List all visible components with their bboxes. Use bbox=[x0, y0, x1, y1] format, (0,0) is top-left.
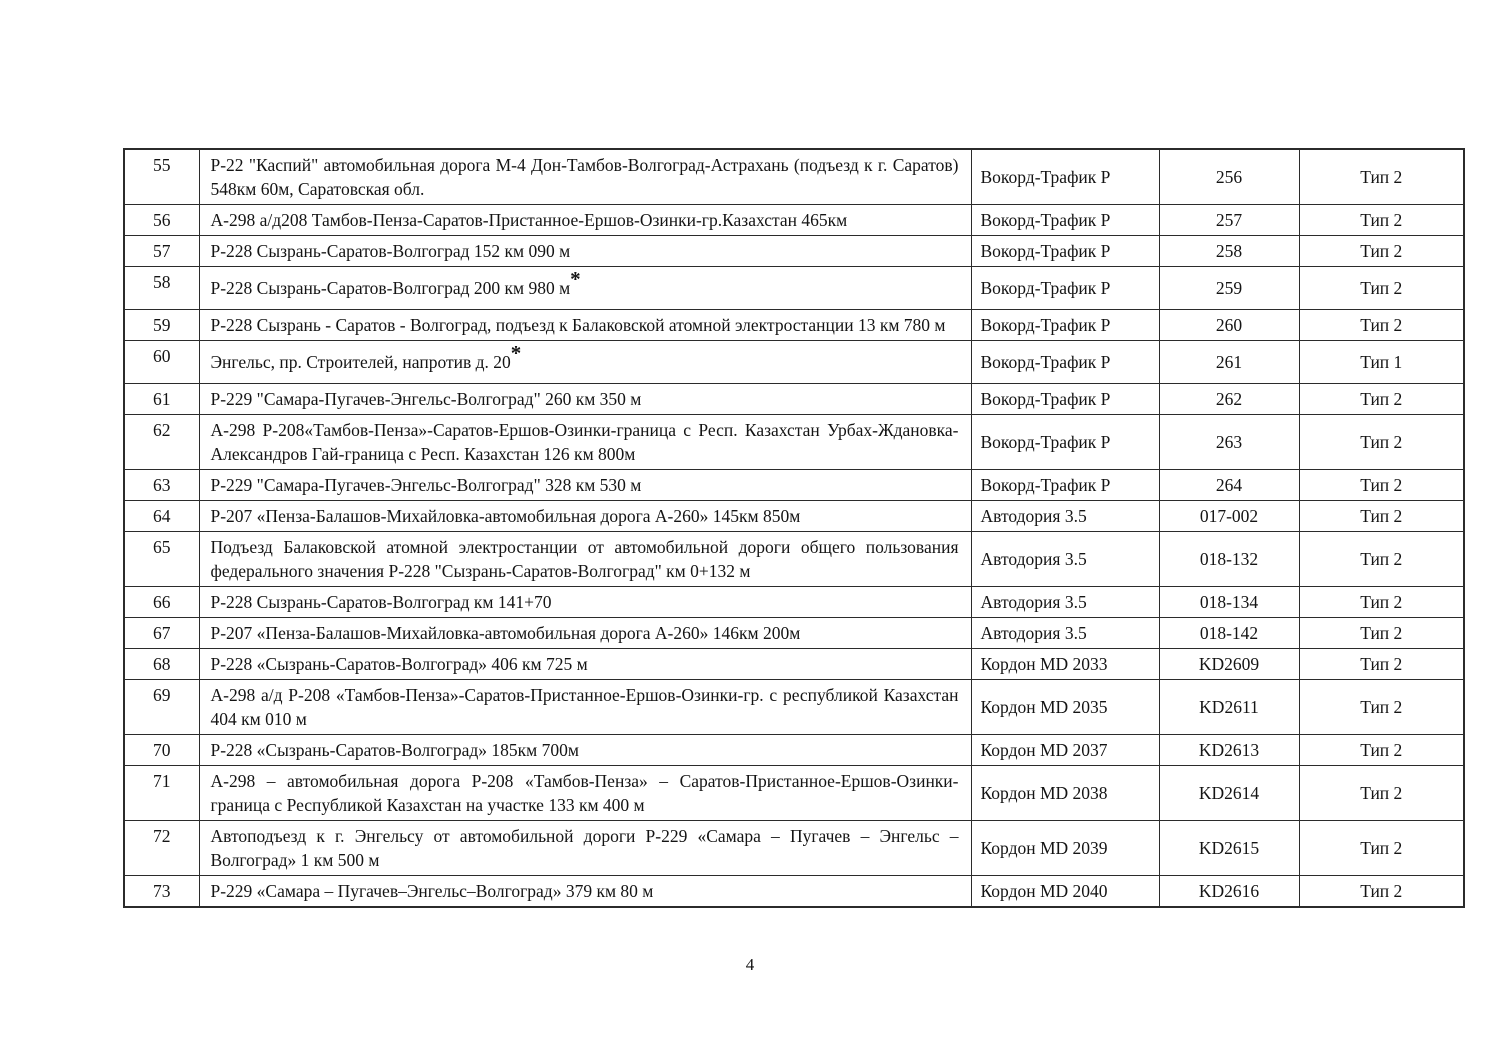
type-cell: Тип 2 bbox=[1299, 384, 1464, 415]
table-row bbox=[124, 205, 1464, 236]
type-cell: Тип 2 bbox=[1299, 649, 1464, 680]
code-cell: 261 bbox=[1159, 341, 1299, 384]
device-cell: Вокорд-Трафик Р bbox=[971, 149, 1159, 205]
type-cell: Тип 2 bbox=[1299, 587, 1464, 618]
type-cell: Тип 2 bbox=[1299, 310, 1464, 341]
description-text: Р-229 «Самара – Пугачев–Энгельс–Волгоград» 379 км 80 м bbox=[210, 881, 654, 901]
table-row bbox=[124, 766, 1464, 821]
device-cell: Автодория 3.5 bbox=[971, 532, 1159, 587]
code-cell: 256 bbox=[1159, 149, 1299, 205]
table-row bbox=[124, 236, 1464, 267]
type-cell: Тип 2 bbox=[1299, 415, 1464, 470]
description-cell bbox=[199, 384, 971, 415]
table-row bbox=[124, 384, 1464, 415]
description-cell bbox=[199, 501, 971, 532]
asterisk-marker: * bbox=[570, 267, 581, 291]
page-number: 4 bbox=[745, 955, 755, 974]
description-text: Р-228 «Сызрань-Саратов-Волгоград» 185км 700м bbox=[210, 740, 579, 760]
device-cell: Вокорд-Трафик Р bbox=[971, 267, 1159, 310]
device-cell: Кордон MD 2037 bbox=[971, 735, 1159, 766]
description-cell bbox=[199, 532, 971, 587]
description-text: Энгельс, пр. Строителей, напротив д. 20 bbox=[210, 352, 511, 372]
description-text: Р-228 Сызрань-Саратов-Волгоград 152 км 090 м bbox=[210, 241, 571, 261]
code-cell: 018-132 bbox=[1159, 532, 1299, 587]
row-number-cell: 59 bbox=[124, 310, 199, 341]
device-cell: Кордон MD 2039 bbox=[971, 821, 1159, 876]
row-number-cell: 55 bbox=[124, 149, 199, 205]
code-cell: KD2613 bbox=[1159, 735, 1299, 766]
description-cell bbox=[199, 267, 971, 310]
table-row bbox=[124, 415, 1464, 470]
type-cell: Тип 2 bbox=[1299, 766, 1464, 821]
type-cell: Тип 2 bbox=[1299, 501, 1464, 532]
description-cell bbox=[199, 680, 971, 735]
code-cell: 018-142 bbox=[1159, 618, 1299, 649]
description-text: Автоподъезд к г. Энгельсу от автомобильной дороги Р-229 «Самара – Пугачев – Энгельс – Волгоград» 1 км 500 м bbox=[210, 826, 959, 870]
cameras-table bbox=[123, 148, 1465, 908]
table-row bbox=[124, 680, 1464, 735]
device-cell: Автодория 3.5 bbox=[971, 618, 1159, 649]
type-cell: Тип 1 bbox=[1299, 341, 1464, 384]
description-cell bbox=[199, 149, 971, 205]
table-row bbox=[124, 876, 1464, 908]
type-cell: Тип 2 bbox=[1299, 821, 1464, 876]
code-cell: 018-134 bbox=[1159, 587, 1299, 618]
code-cell: 017-002 bbox=[1159, 501, 1299, 532]
description-text: Р-207 «Пенза-Балашов-Михайловка-автомобильная дорога А-260» 146км 200м bbox=[210, 623, 801, 643]
device-cell: Вокорд-Трафик Р bbox=[971, 384, 1159, 415]
table-row bbox=[124, 470, 1464, 501]
code-cell: 259 bbox=[1159, 267, 1299, 310]
description-cell bbox=[199, 735, 971, 766]
row-number-cell: 57 bbox=[124, 236, 199, 267]
description-text: Р-229 "Самара-Пугачев-Энгельс-Волгоград" 328 км 530 м bbox=[210, 475, 642, 495]
row-number-cell: 72 bbox=[124, 821, 199, 876]
description-cell bbox=[199, 821, 971, 876]
description-cell bbox=[199, 618, 971, 649]
row-number-cell: 61 bbox=[124, 384, 199, 415]
row-number-cell: 60 bbox=[124, 341, 199, 384]
code-cell: 257 bbox=[1159, 205, 1299, 236]
device-cell: Кордон MD 2040 bbox=[971, 876, 1159, 908]
type-cell: Тип 2 bbox=[1299, 618, 1464, 649]
description-cell bbox=[199, 470, 971, 501]
description-text: Р-228 «Сызрань-Саратов-Волгоград» 406 км 725 м bbox=[210, 654, 588, 674]
device-cell: Вокорд-Трафик Р bbox=[971, 470, 1159, 501]
type-cell: Тип 2 bbox=[1299, 470, 1464, 501]
type-cell: Тип 2 bbox=[1299, 735, 1464, 766]
description-cell bbox=[199, 415, 971, 470]
device-cell: Вокорд-Трафик Р bbox=[971, 310, 1159, 341]
description-cell bbox=[199, 205, 971, 236]
description-text: Р-207 «Пенза-Балашов-Михайловка-автомобильная дорога А-260» 145км 850м bbox=[210, 506, 801, 526]
type-cell: Тип 2 bbox=[1299, 876, 1464, 908]
device-cell: Вокорд-Трафик Р bbox=[971, 341, 1159, 384]
description-text: А-298 а/д208 Тамбов-Пенза-Саратов-Пристанное-Ершов-Озинки-гр.Казахстан 465км bbox=[210, 210, 848, 230]
code-cell: 260 bbox=[1159, 310, 1299, 341]
table-row bbox=[124, 149, 1464, 205]
description-text: А-298 – автомобильная дорога Р-208 «Тамбов-Пенза» – Саратов-Пристанное-Ершов-Озинки-граница с Республикой Казахстан на участке 133 км 400 м bbox=[210, 771, 959, 815]
table-row bbox=[124, 587, 1464, 618]
device-cell: Вокорд-Трафик Р bbox=[971, 415, 1159, 470]
table-row bbox=[124, 735, 1464, 766]
description-cell bbox=[199, 649, 971, 680]
code-cell: KD2614 bbox=[1159, 766, 1299, 821]
description-text: Р-229 "Самара-Пугачев-Энгельс-Волгоград" 260 км 350 м bbox=[210, 389, 642, 409]
table-row bbox=[124, 341, 1464, 384]
description-cell bbox=[199, 310, 971, 341]
row-number-cell: 56 bbox=[124, 205, 199, 236]
description-text: А-298 Р-208«Тамбов-Пенза»-Саратов-Ершов-Озинки-граница с Респ. Казахстан Урбах-Ждановка-Александров Гай-граница с Респ. Казахстан 126 км 800м bbox=[210, 420, 959, 464]
table-row bbox=[124, 649, 1464, 680]
table-row bbox=[124, 501, 1464, 532]
table-row bbox=[124, 267, 1464, 310]
description-text: Р-228 Сызрань-Саратов-Волгоград км 141+70 bbox=[210, 592, 552, 612]
description-text: Р-228 Сызрань-Саратов-Волгоград 200 км 980 м bbox=[210, 278, 571, 298]
type-cell: Тип 2 bbox=[1299, 149, 1464, 205]
type-cell: Тип 2 bbox=[1299, 532, 1464, 587]
row-number-cell: 58 bbox=[124, 267, 199, 310]
row-number-cell: 73 bbox=[124, 876, 199, 908]
type-cell: Тип 2 bbox=[1299, 236, 1464, 267]
type-cell: Тип 2 bbox=[1299, 680, 1464, 735]
description-cell bbox=[199, 341, 971, 384]
code-cell: KD2615 bbox=[1159, 821, 1299, 876]
row-number-cell: 64 bbox=[124, 501, 199, 532]
row-number-cell: 65 bbox=[124, 532, 199, 587]
row-number-cell: 63 bbox=[124, 470, 199, 501]
description-text: Р-228 Сызрань - Саратов - Волгоград, подъезд к Балаковской атомной электростанции 13 км 780 м bbox=[210, 315, 946, 335]
device-cell: Кордон MD 2038 bbox=[971, 766, 1159, 821]
device-cell: Вокорд-Трафик Р bbox=[971, 205, 1159, 236]
code-cell: 262 bbox=[1159, 384, 1299, 415]
code-cell: KD2609 bbox=[1159, 649, 1299, 680]
row-number-cell: 70 bbox=[124, 735, 199, 766]
table-row bbox=[124, 532, 1464, 587]
device-cell: Автодория 3.5 bbox=[971, 501, 1159, 532]
code-cell: KD2611 bbox=[1159, 680, 1299, 735]
row-number-cell: 67 bbox=[124, 618, 199, 649]
table-row bbox=[124, 821, 1464, 876]
type-cell: Тип 2 bbox=[1299, 205, 1464, 236]
code-cell: 264 bbox=[1159, 470, 1299, 501]
device-cell: Автодория 3.5 bbox=[971, 587, 1159, 618]
table-row bbox=[124, 310, 1464, 341]
description-text: А-298 а/д Р-208 «Тамбов-Пенза»-Саратов-Пристанное-Ершов-Озинки-гр. с республикой Казахстан 404 км 010 м bbox=[210, 685, 959, 729]
asterisk-marker: * bbox=[510, 341, 522, 365]
row-number-cell: 71 bbox=[124, 766, 199, 821]
row-number-cell: 68 bbox=[124, 649, 199, 680]
description-cell bbox=[199, 766, 971, 821]
description-cell bbox=[199, 236, 971, 267]
description-text: Подъезд Балаковской атомной электростанции от автомобильной дороги общего пользования федерального значения Р-228 "Сызрань-Саратов-Волгоград" км 0+132 м bbox=[210, 537, 959, 581]
row-number-cell: 66 bbox=[124, 587, 199, 618]
description-cell bbox=[199, 876, 971, 908]
description-cell bbox=[199, 587, 971, 618]
row-number-cell: 69 bbox=[124, 680, 199, 735]
code-cell: KD2616 bbox=[1159, 876, 1299, 908]
row-number-cell: 62 bbox=[124, 415, 199, 470]
device-cell: Вокорд-Трафик Р bbox=[971, 236, 1159, 267]
device-cell: Кордон MD 2035 bbox=[971, 680, 1159, 735]
description-text: Р-22 "Каспий" автомобильная дорога М-4 Дон-Тамбов-Волгоград-Астрахань (подъезд к г. Саратов) 548км 60м, Саратовская обл. bbox=[210, 155, 959, 199]
code-cell: 258 bbox=[1159, 236, 1299, 267]
code-cell: 263 bbox=[1159, 415, 1299, 470]
table-row bbox=[124, 618, 1464, 649]
device-cell: Кордон MD 2033 bbox=[971, 649, 1159, 680]
type-cell: Тип 2 bbox=[1299, 267, 1464, 310]
